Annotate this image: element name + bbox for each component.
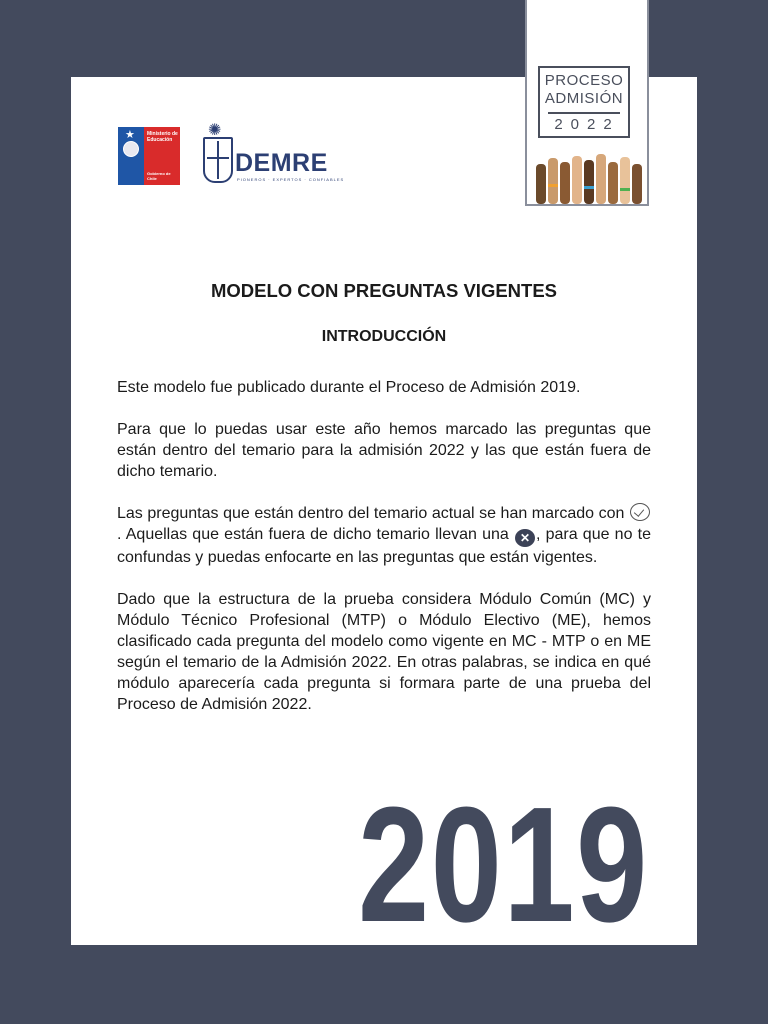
admission-badge (525, 0, 649, 206)
document-page (71, 77, 697, 956)
section-heading: INTRODUCCIÓN (321, 328, 447, 345)
document-body (117, 377, 651, 736)
paragraph-3-part-1: Las preguntas que están dentro del temario actual se han marcado con (117, 505, 625, 522)
paragraph-1: Este modelo fue publicado durante el Proceso de Admisión 2019. (117, 379, 581, 396)
badge-line-1: PROCESO (544, 72, 624, 89)
demre-logo-name: DEMRE (235, 149, 328, 177)
admission-badge-box (538, 66, 630, 138)
mineduc-logo (118, 127, 180, 185)
mineduc-logo-subtext: Gobierno de Chile (147, 171, 171, 181)
big-year: 2019 (358, 773, 649, 956)
demre-logo-tagline: PIONEROS · EXPERTOS · CONFIABLES (237, 177, 345, 182)
paragraph-3-part-2: . Aquellas que están fuera de dicho temario llevan una (117, 526, 509, 543)
demre-logo (201, 122, 345, 185)
check-icon (630, 503, 650, 521)
paragraph-2: Para que lo puedas usar este año hemos marcado las preguntas que están dentro del temario para la admisión 2022 y las que están fuera de dicho temario. (117, 421, 651, 480)
sun-icon: ✺ (208, 122, 222, 139)
paragraph-3-part-3: , para que no te confundas y puedas enfocarte en las preguntas que están vigentes. (117, 526, 651, 566)
paragraph-4: Dado que la estructura de la prueba considera Módulo Común (MC) y Módulo Técnico Profesional (MTP) o Módulo Electivo (ME), hemos clasificado cada pregunta del modelo como vigente en MC - MTP o en ME según el temario de la Admisión 2022. En otras palabras, se indica en qué módulo aparecería cada pregunta si formara parte de una prueba del Proceso de Admisión 2022. (117, 591, 651, 713)
star-icon: ★ (125, 129, 135, 141)
paragraph-3 (117, 503, 651, 568)
document-title: MODELO CON PREGUNTAS VIGENTES (210, 280, 558, 301)
badge-divider (548, 112, 620, 114)
raised-hands-icon (534, 154, 644, 204)
shield-icon (203, 137, 233, 183)
cross-icon: ✕ (515, 529, 535, 547)
badge-year: 2022 (554, 116, 620, 133)
coat-of-arms-icon (123, 141, 139, 157)
badge-line-2: ADMISIÓN (544, 90, 624, 107)
mineduc-logo-text: Ministerio de Educación (147, 131, 178, 143)
